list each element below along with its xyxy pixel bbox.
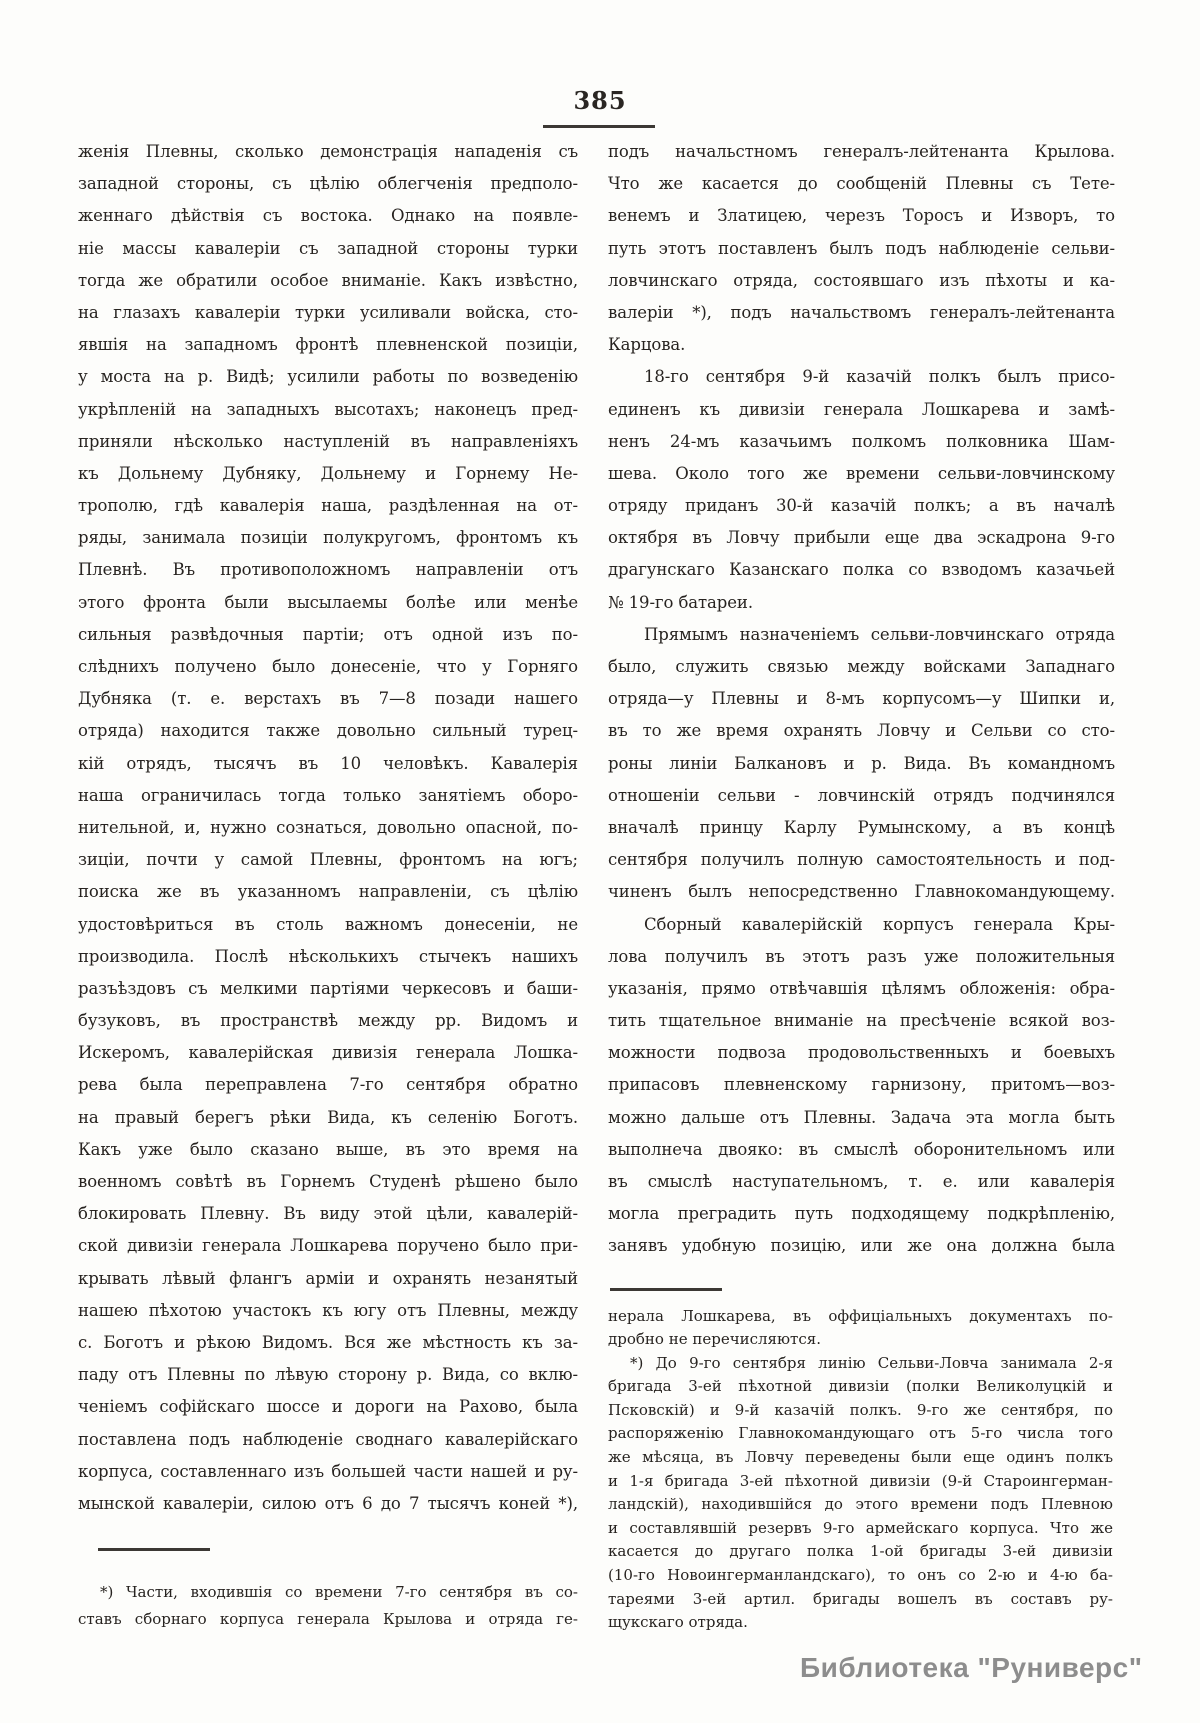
text-line: роны линіи Балкановъ и р. Вида. Въ командномъ xyxy=(608,753,1115,773)
text-line: распоряженію Главнокомандующаго отъ 5-го числа того xyxy=(608,1424,1113,1443)
text-line: Сборный кавалерійскій корпусъ генерала Кры- xyxy=(644,914,1115,934)
text-line: занявъ удобную позицію, или же она должна была xyxy=(608,1236,1115,1256)
text-line: ряды, занимала позиціи полукругомъ, фронтомъ къ xyxy=(78,528,578,548)
text-line: и составлявшій резервъ 9-го армейскаго корпуса. Что же xyxy=(608,1518,1113,1537)
text-line: тить тщательное вниманіе на пресѣченіе всякой воз- xyxy=(608,1011,1115,1031)
text-line: лова получилъ въ этотъ разъ уже положительныя xyxy=(608,946,1115,966)
text-line: нерала Лошкарева, въ оффиціальныхъ документахъ по- xyxy=(608,1306,1113,1325)
text-line: шева. Около того же времени сельви-ловчинскому xyxy=(608,463,1115,483)
text-line: ландскій), находившійся до этого времени подъ Плевною xyxy=(608,1495,1113,1514)
text-line: отряда—у Плевны и 8-мъ корпусомъ—у Шипки и, xyxy=(608,689,1115,709)
text-line: ніе массы кавалеріи съ западной стороны турки xyxy=(78,238,578,258)
text-line: октября въ Ловчу прибыли еще два эскадрона 9-го xyxy=(608,528,1115,548)
text-line: блокировать Плевну. Въ виду этой цѣли, кавалерій- xyxy=(78,1204,578,1224)
text-line: Искеромъ, кавалерійская дивизія генерала Лошка- xyxy=(78,1043,578,1063)
left-footnote-block xyxy=(78,1548,578,1633)
text-line: паду отъ Плевны по лѣвую сторону р. Вида, со вклю- xyxy=(78,1365,578,1385)
text-line: было, служить связью между войсками Западнаго xyxy=(608,657,1115,676)
right-column xyxy=(608,136,1115,1263)
page-number: 385 xyxy=(573,86,627,115)
text-line: Карцова. xyxy=(608,335,686,355)
text-line: отношеніи сельви - ловчинскій отрядъ подчинялся xyxy=(608,785,1115,805)
text-line: поиска же въ указанномъ направленіи, съ цѣлію xyxy=(78,882,578,902)
text-line: драгунскаго Казанскаго полка со взводомъ казачьей xyxy=(608,560,1115,580)
text-line: Какъ уже было сказано выше, въ это время на xyxy=(78,1139,578,1159)
text-line: крывать лѣвый флангъ арміи и охранять незанятый xyxy=(78,1268,578,1288)
right-footnote-block xyxy=(608,1288,1113,1635)
text-line: щукскаго отряда. xyxy=(608,1613,748,1632)
text-line: № 19-го батареи. xyxy=(608,592,753,612)
text-line: венемъ и Златицею, черезъ Торосъ и Изворъ, то xyxy=(608,206,1115,226)
text-line: слѣднихъ получено было донесеніе, что у Горняго xyxy=(78,657,578,676)
text-line: на правый берегъ рѣки Вида, къ селенію Боготъ. xyxy=(78,1107,578,1127)
text-line: единенъ къ дивизіи генерала Лошкарева и замѣ- xyxy=(608,399,1115,419)
text-line: бригада 3-ей пѣхотной дивизіи (полки Великолуцкій и xyxy=(608,1377,1113,1396)
text-line: дробно не перечисляются. xyxy=(608,1330,821,1349)
text-line: явшія на западномъ фронтѣ плевненской позиціи, xyxy=(78,335,578,355)
left-column-text xyxy=(78,136,578,1520)
text-line: могла преградить путь подходящему подкрѣпленію, xyxy=(608,1204,1115,1224)
text-line: укрѣпленій на западныхъ высотахъ; наконецъ пред- xyxy=(78,399,578,419)
text-line: поставлена подъ наблюденіе своднаго кавалерійскаго xyxy=(78,1429,578,1449)
text-line: тареями 3-ей артил. бригады вошелъ въ составъ ру- xyxy=(608,1589,1113,1608)
text-line: мынской кавалеріи, силою отъ 6 до 7 тысячъ коней *), xyxy=(78,1493,578,1513)
text-line: *) До 9-го сентября линію Сельви-Ловча занимала 2-я xyxy=(630,1353,1113,1372)
text-line: рева была переправлена 7-го сентября обратно xyxy=(78,1075,578,1095)
text-line: трополю, гдѣ кавалерія наша, раздѣленная на от- xyxy=(78,496,578,516)
text-line: нашею пѣхотою участокъ къ югу отъ Плевны, между xyxy=(78,1300,578,1320)
text-line: валеріи *), подъ начальствомъ генералъ-лейтенанта xyxy=(608,302,1115,322)
text-line: можно дальше отъ Плевны. Задача эта могла быть xyxy=(608,1107,1115,1127)
text-line: ченіемъ софійскаго шоссе и дороги на Рахово, была xyxy=(78,1397,578,1417)
text-line: Прямымъ назначеніемъ сельви-ловчинскаго отряда xyxy=(644,624,1115,644)
text-line: и 1-я бригада 3-ей пѣхотной дивизіи (9-й Староингерман- xyxy=(608,1471,1113,1490)
text-line: у моста на р. Видѣ; усилили работы по возведенію xyxy=(78,367,578,387)
text-line: тогда же обратили особое вниманіе. Какъ извѣстно, xyxy=(78,270,578,290)
right-footnote-rule xyxy=(610,1288,722,1291)
text-line: припасовъ плевненскому гарнизону, притомъ—воз- xyxy=(608,1075,1115,1095)
text-line: Псковскій) и 9-й казачій полкъ. 9-го же сентября, по xyxy=(608,1400,1113,1419)
text-line: Плевнѣ. Въ противоположномъ направленіи отъ xyxy=(78,560,578,580)
library-watermark: Библиотека "Руниверс" xyxy=(800,1652,1143,1683)
page-number-rule xyxy=(543,125,655,128)
text-line: вначалѣ принцу Карлу Румынскому, а въ концѣ xyxy=(608,817,1115,837)
text-line: отряда) находится также довольно сильный турец- xyxy=(78,721,578,741)
text-line: производила. Послѣ нѣсколькихъ стычекъ нашихъ xyxy=(78,946,578,966)
text-line: корпуса, составленнаго изъ большей части нашей и ру- xyxy=(78,1461,578,1481)
left-footnote-rule xyxy=(98,1548,210,1551)
text-line: 18-го сентября 9-й казачій полкъ былъ присо- xyxy=(644,367,1115,387)
right-footnote-text xyxy=(608,1305,1113,1635)
text-line: зиціи, почти у самой Плевны, фронтомъ на югъ; xyxy=(78,850,578,870)
text-line: сильныя развѣдочныя партіи; отъ одной изъ по- xyxy=(78,624,578,644)
text-line: разъѣздовъ съ мелкими партіями черкесовъ и баши- xyxy=(78,978,578,998)
text-line: указанія, прямо отвѣчавшія цѣлямъ обложенія: обра- xyxy=(608,978,1115,998)
text-line: же мѣсяца, въ Ловчу переведены были еще одинъ полкъ xyxy=(608,1448,1113,1467)
text-line: *) Части, входившія со времени 7-го сентября въ со- xyxy=(100,1582,578,1601)
text-line: выполнеча двояко: въ смыслѣ оборонительномъ или xyxy=(608,1139,1115,1159)
text-line: въ то же время охранять Ловчу и Сельви со сто- xyxy=(608,721,1115,741)
text-line: Что же касается до сообщеній Плевны съ Тете- xyxy=(608,174,1115,194)
text-line: с. Боготъ и рѣкою Видомъ. Вся же мѣстность къ за- xyxy=(78,1332,578,1352)
text-line: сентября получилъ полную самостоятельность и под- xyxy=(608,850,1115,870)
text-line: ненъ 24-мъ казачьимъ полкомъ полковника Шам- xyxy=(608,431,1115,451)
text-line: можности подвоза продовольственныхъ и боевыхъ xyxy=(608,1043,1115,1063)
text-line: женія Плевны, сколько демонстрація нападенія съ xyxy=(78,142,578,161)
text-line: въ смыслѣ наступательномъ, т. е. или кавалерія xyxy=(608,1172,1115,1191)
text-line: ловчинскаго отряда, состоявшаго изъ пѣхоты и ка- xyxy=(608,270,1115,290)
text-line: приняли нѣсколько наступленій въ направленіяхъ xyxy=(78,431,578,451)
text-line: къ Дольнему Дубняку, Дольнему и Горнему Не- xyxy=(78,463,578,483)
text-line: ской дивизіи генерала Лошкарева поручено было при- xyxy=(78,1236,578,1256)
text-line: наша ограничилась тогда только занятіемъ оборо- xyxy=(78,785,578,805)
text-line: бузуковъ, въ пространствѣ между рр. Видомъ и xyxy=(78,1011,578,1031)
text-line: подъ начальстномъ генералъ-лейтенанта Крылова. xyxy=(608,142,1115,161)
text-line: этого фронта были высылаемы болѣе или менѣе xyxy=(78,592,578,612)
text-line: ставъ сборнаго корпуса генерала Крылова и отряда ге- xyxy=(78,1609,578,1628)
text-line: западной стороны, съ цѣлію облегченія предполо- xyxy=(78,174,578,194)
text-line: женнаго дѣйствія съ востока. Однако на появле- xyxy=(78,206,578,226)
text-line: чиненъ былъ непосредственно Главнокомандующему. xyxy=(608,882,1115,902)
text-line: касается до другаго полка 1-ой бригады 3-ей дивизіи xyxy=(608,1542,1113,1561)
text-line: удостовѣриться въ столь важномъ донесеніи, не xyxy=(78,914,578,934)
text-line: путь этотъ поставленъ былъ подъ наблюденіе сельви- xyxy=(608,238,1115,258)
left-column xyxy=(78,136,578,1520)
text-line: отряду приданъ 30-й казачій полкъ; а въ началѣ xyxy=(608,496,1115,516)
left-footnote-text xyxy=(78,1579,578,1633)
text-line: Дубняка (т. е. верстахъ въ 7—8 позади нашего xyxy=(78,689,578,709)
text-line: кій отрядъ, тысячъ въ 10 человѣкъ. Кавалерія xyxy=(78,753,578,773)
text-line: нительной, и, нужно сознаться, довольно опасной, по- xyxy=(78,817,578,837)
text-line: (10-го Новоингерманландскаго), то онъ со 2-ю и 4-ю ба- xyxy=(608,1566,1113,1585)
right-column-text xyxy=(608,136,1115,1263)
text-line: на глазахъ кавалеріи турки усиливали войска, сто- xyxy=(78,302,578,322)
text-line: военномъ совѣтѣ въ Горнемъ Студенѣ рѣшено было xyxy=(78,1172,578,1191)
